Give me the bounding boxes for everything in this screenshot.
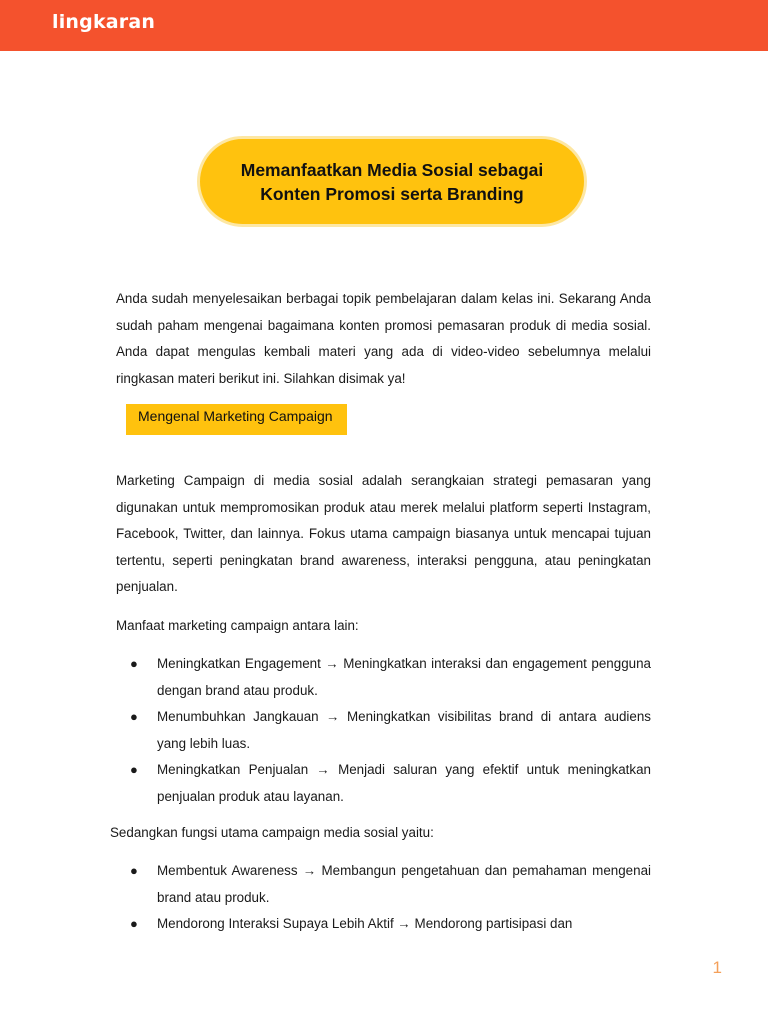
functions-lead: Sedangkan fungsi utama campaign media sosial yaitu: bbox=[110, 825, 434, 840]
list-item-text: Meningkatkan Engagement → Meningkatkan interaksi dan engagement pengguna dengan brand atau produk. bbox=[157, 656, 651, 698]
benefits-lead: Manfaat marketing campaign antara lain: bbox=[116, 618, 359, 633]
title-line-1: Memanfaatkan Media Sosial sebagai bbox=[240, 159, 544, 180]
page-title bbox=[197, 136, 587, 227]
section-heading-text: Mengenal Marketing Campaign bbox=[138, 408, 333, 424]
list-item bbox=[130, 651, 651, 704]
bullet-icon: ● bbox=[130, 916, 138, 931]
header-bar bbox=[0, 0, 768, 51]
benefits-list bbox=[130, 651, 651, 810]
brand-logo: lingkaran bbox=[52, 11, 156, 33]
functions-list bbox=[130, 858, 651, 938]
list-item-text: Menumbuhkan Jangkauan → Meningkatkan visibilitas brand di antara audiens yang lebih luas. bbox=[157, 709, 651, 751]
list-item-text: Membentuk Awareness → Membangun pengetahuan dan pemahaman mengenai brand atau produk. bbox=[157, 863, 651, 905]
page-number: 1 bbox=[712, 958, 722, 977]
list-item bbox=[130, 704, 651, 757]
intro-paragraph: Anda sudah menyelesaikan berbagai topik pembelajaran dalam kelas ini. Sekarang Anda sudah paham mengenai bagaimana konten promosi pemasaran produk di media sosial. Anda dapat mengulas kembali materi yang ada di video-video sebelumnya melalui ringkasan materi berikut ini. Silahkan disimak ya! bbox=[116, 291, 651, 386]
marketing-campaign-paragraph: Marketing Campaign di media sosial adalah serangkaian strategi pemasaran yang digunakan untuk mempromosikan produk atau merek melalui platform seperti Instagram, Facebook, Twitter, dan lainnya. Fokus utama campaign biasanya untuk mencapai tujuan tertentu, seperti peningkatan brand awareness, interaksi pengguna, atau peningkatan penjualan. bbox=[116, 473, 651, 594]
bullet-icon: ● bbox=[130, 863, 138, 878]
section-heading bbox=[126, 404, 347, 435]
bullet-icon: ● bbox=[130, 762, 138, 777]
bullet-icon: ● bbox=[130, 656, 138, 671]
list-item-text: Mendorong Interaksi Supaya Lebih Aktif → Mendorong partisipasi dan bbox=[157, 916, 573, 931]
title-line-2: Konten Promosi serta Branding bbox=[260, 183, 524, 204]
bullet-icon: ● bbox=[130, 709, 138, 724]
list-item bbox=[130, 911, 651, 938]
list-item bbox=[130, 757, 651, 810]
list-item bbox=[130, 858, 651, 911]
list-item-text: Meningkatkan Penjualan → Menjadi saluran yang efektif untuk meningkatkan penjualan produk atau layanan. bbox=[157, 762, 651, 804]
